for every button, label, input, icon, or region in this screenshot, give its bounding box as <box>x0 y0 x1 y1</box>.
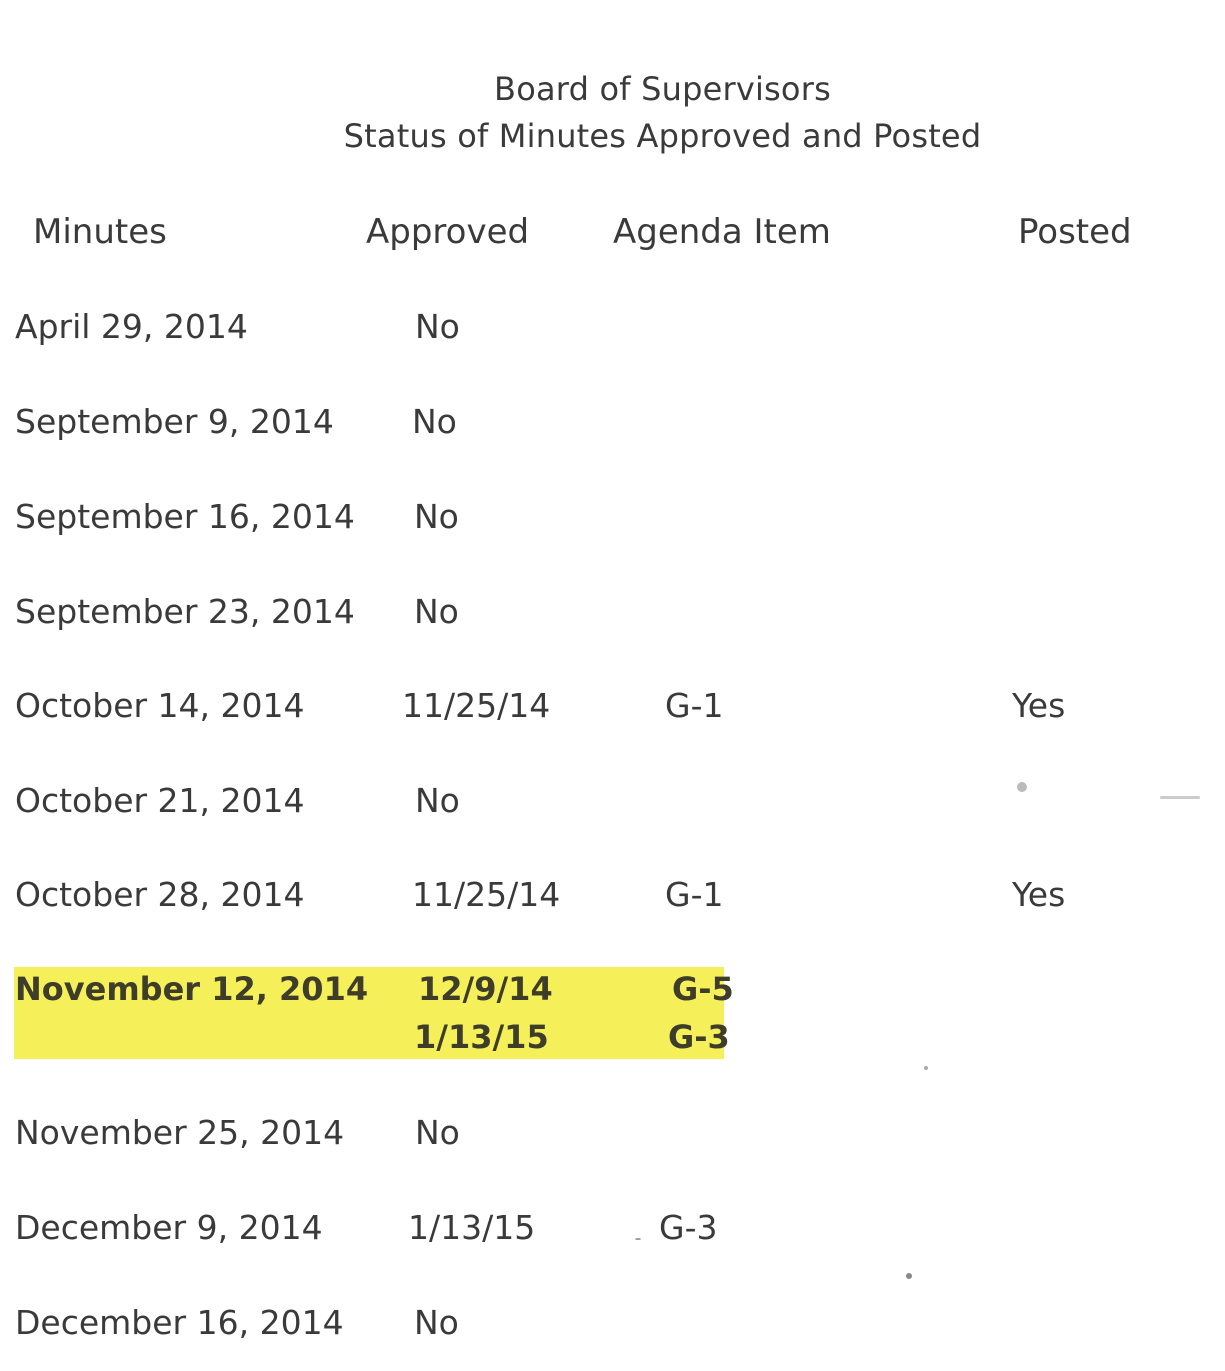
row-approved: No <box>414 1303 459 1342</box>
column-header-minutes: Minutes <box>33 212 167 252</box>
row-posted: Yes <box>1012 875 1066 914</box>
row-minutes: September 16, 2014 <box>15 497 355 536</box>
column-header-approved: Approved <box>366 212 530 252</box>
row-minutes: October 14, 2014 <box>15 686 305 725</box>
row-approved: No <box>414 592 459 631</box>
scan-speck <box>906 1273 912 1279</box>
row-approved: 1/13/15 <box>408 1208 536 1247</box>
row-minutes: October 28, 2014 <box>15 875 305 914</box>
row-minutes: April 29, 2014 <box>15 307 248 346</box>
row-approved: 11/25/14 <box>412 875 561 914</box>
row-approved: 11/25/14 <box>402 686 551 725</box>
scan-speck <box>1160 796 1200 799</box>
row-approved: No <box>412 402 457 441</box>
scan-speck <box>635 1238 641 1240</box>
row-approved: No <box>415 781 460 820</box>
document-subtitle: Status of Minutes Approved and Posted <box>343 117 982 155</box>
row-agenda-item: G-1 <box>665 875 724 914</box>
row-approved: No <box>414 497 459 536</box>
row-posted: Yes <box>1012 686 1066 725</box>
row-approved: No <box>415 1113 460 1152</box>
row-minutes: November 12, 2014 <box>15 970 369 1008</box>
row-agenda-item: G-5 <box>672 970 734 1008</box>
scan-speck <box>1017 782 1027 792</box>
row-agenda-item: G-3 <box>659 1208 718 1247</box>
row-minutes: September 9, 2014 <box>15 402 334 441</box>
row-agenda-item-second: G-3 <box>668 1018 730 1056</box>
row-minutes: December 9, 2014 <box>15 1208 323 1247</box>
row-minutes: December 16, 2014 <box>15 1303 344 1342</box>
scan-speck <box>924 1066 928 1070</box>
row-minutes: September 23, 2014 <box>15 592 355 631</box>
column-header-agenda-item: Agenda Item <box>613 212 831 252</box>
row-minutes: November 25, 2014 <box>15 1113 345 1152</box>
row-minutes: October 21, 2014 <box>15 781 305 820</box>
column-header-posted: Posted <box>1018 212 1132 252</box>
row-approved-second: 1/13/15 <box>414 1018 549 1056</box>
row-agenda-item: G-1 <box>665 686 724 725</box>
document-title: Board of Supervisors <box>494 70 831 108</box>
row-approved: No <box>415 307 460 346</box>
row-approved: 12/9/14 <box>418 970 553 1008</box>
